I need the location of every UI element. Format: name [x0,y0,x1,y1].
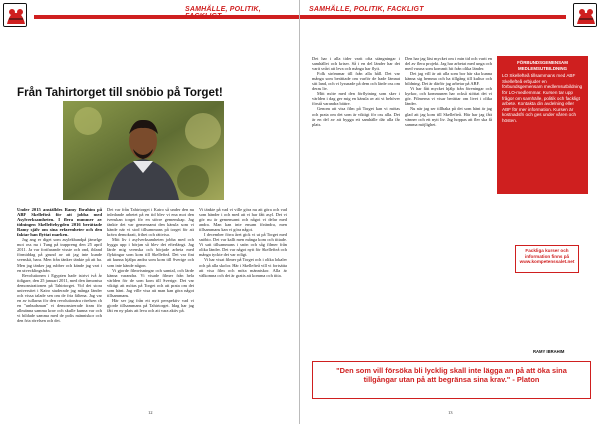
paragraph: Vi har fått mycket hjälp från föreningar och kyrkor, och kommunen har också stöttat det vi gör. Filmerna vi visar berättar om livet i olika länder. [405,86,492,107]
section-label: SAMHÄLLE, POLITIK, FACKLIGT [185,6,261,20]
paragraph: Vi har visat filmer på Torget och i olika lokaler och på alla skolor. Här i Skellefteå vill vi fortsätta att visa film och möta människor. Alla är välkomna och det är gratis att komma och titta. [199,257,287,278]
paragraph: Jag ang er diget som asylekbandpå jämelge mot oss nu i Tung på trappreng den 25 april 2011. Ja var fortfarande visste och ond, ibland förmiddag på grund av att jag inte kunde svenskä, bara. Men från tänker tänkte på att ha. Men jag tänker jag rubber och kände jag vart i en utvecklingsfrån. [17,237,102,273]
paragraph: Den har jag läst mycket om i min tid och varit en del av flera projekt. Jag har arbetat med unga och med vuxna som kommit hit från olika länder. [405,56,492,72]
section-label: SAMHÄLLE, POLITIK, FACKLIGT [309,6,424,13]
article-headline: Från Tahirtorget till snöbio på Torget! [17,86,223,99]
page-number: 13 [448,410,453,415]
courses-link-box [515,245,579,273]
paragraph: Det var från Tahirtorget i Kairo så under den nu inledande arbetet på en tid blev vi ena mot den tvenskan torget för en större gemenskap. Jag tänkte det var gemensamt den känsla som vi kände när vi stod tillsammans på torget för att kräva demokrati, frihet och rättvisa. [107,207,194,238]
page-number: 12 [148,410,153,415]
paragraph: Här ser jag från ett nytt perspektiv vad vi gjorde tillsammans på Tahirtorget. Idag har jag fått en ny plats att leva och att vara aktiv på. [107,297,194,313]
paragraph: Vi tänkte på vad vi ville göra nu att göra och vad som händer i och med att vi har fått asyl. Det vi gör nu är gemensamt och något vi delar med andra. Man kan inte ensam förändra, men tillsammans kan vi göra något. [199,207,287,233]
article-column-1 [17,207,102,407]
quote-text: "Den som vill försöka bli lycklig skall inte lägga an på att öka sina tillgångar utan på att begränsa sina krav." - Platon [336,366,567,384]
paragraph: I december förra året gick vi ut på Torget med snöbio. Det var kallt men många kom och tittade. Vi satt tillsammans i snön och såg filmer från olika länder. Det var något nytt för Skellefteå och många tyckte det var roligt. [199,232,287,258]
paragraph: Nu när jag ser tillbaka på det som hänt är jag glad att jag kom till Skellefteå. Här har jag fått vänner och ett nytt liv. Jag hoppas att fler ska få samma möjlighet. [405,106,492,127]
article-photo [63,101,224,200]
paragraph: Vi gjorde filmvisningar och samtal, och lärde känna varandra. Vi visade filmer från hela världen för de som kom till Sverige. Det var viktigt att mötas på Torget och att prata om det som hänt. Jag ville visa att man kan göra något tillsammans. [107,267,194,298]
paragraph: Folk strömmar till från alla håll. Det var många som berättade om varför de hade lämnat sitt land, och vi lyssnade på dem och lärde oss om deras liv. [312,71,400,92]
article-author: RAMY IBRAHIM [533,349,565,354]
courses-link[interactable]: Fackliga kurser och information finns på www.kompetenssalet.net [519,248,575,265]
logo-icon [3,3,27,27]
header-band [300,15,566,19]
article-column-4 [312,56,400,352]
paragraph: Det har i alla tider varit ofta stängningar i samhället och kriser. Så i en del länder har det varit svårt att leva och många har flytt. [312,56,400,72]
paragraph: Det jag vill är att alla som bor här ska kunna känna sig hemma och ha tillgång till kultur och bildning. Det är därför jag arbetar på ABF. [405,71,492,87]
paragraph: Mitt liv i asylverksamheten jobba med och bygga upp i början så blev det efterlängt. Jag lärde mig svenska och började arbeta med flyktingar som kom till Skellefteå. Det var fint att kunna hjälpa andra som kom till Sverige och som inte kände någon. [107,237,194,268]
quote-box [312,361,591,399]
article-column-5 [405,56,492,346]
course-info-title: FÖRBUNDSGEMENSAM MEDLEMSUTBILDNING [517,60,568,71]
article-column-3 [199,207,287,407]
paragraph: Genom att visa film på Torget kan vi mötas och prata om det som är viktigt för oss alla. Det är en del av att bygga ett samhälle där alla får plats. [312,106,400,127]
logo-icon [573,3,597,27]
course-info-box [497,56,588,194]
article-lead: Under 2015 anställdes Ramy Ibrahim på ABF Skellefteå för att jobba med Asylverksamheten. I flera nummer av tidningen Skelleftebygden 2016 berättade Ramy själv om sina erfarenheter och den faktar han flyttat marken. [17,207,102,238]
article-column-2 [107,207,194,407]
paragraph: Mitt möte med den förflytning som sker i världen i dag ger mig en känsla av att vi behöver förstå varandra bättre. [312,91,400,107]
course-info-body: LO Skellefteå tillsammans med ABF Skellefteå erbjuder en förbundsgemensam medlemsutbildning för LO-medlemmar. Kursen tar upp frågor om samhälle, politik och fackligt arbete. Kontakta din avdelning eller ABF för mer information. Kursen är kostnadsfri och ges under våren och hösten. [502,73,583,123]
right-page [300,0,600,424]
paragraph: Revolutionen i Egypten hade istrivt två år tidigare, den 25 januari 2011, med den årmontsa demonstrationen på Tahirtorget. Vid det stora universitet i Kairo studerade jag många länder och vissa talade sen om de fria fältena. Jag var en av tullarna för den revolutionära rörelsen ch en "unbudsman" vi demonstrerade fram för allmänna samma krav och skulle kunna var och vi bildade samma med de polis människor och den fria rörelsen och det. [17,272,102,324]
